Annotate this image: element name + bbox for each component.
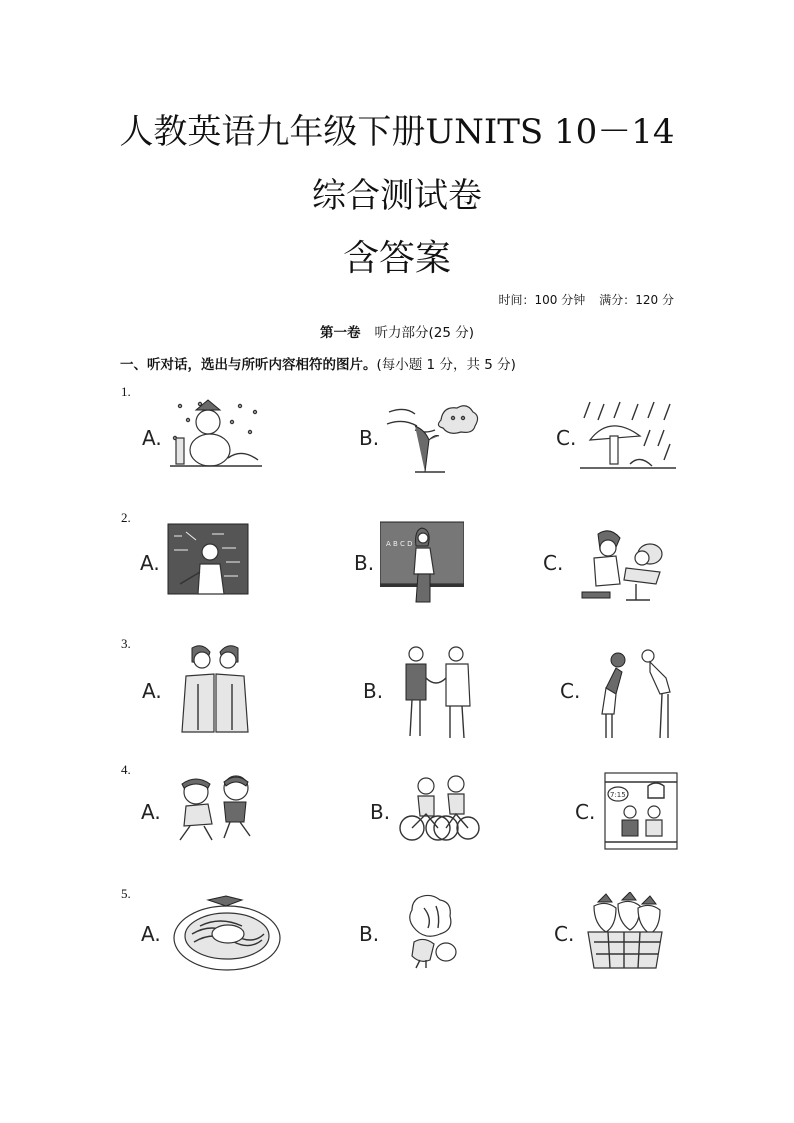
option-letter: B.	[354, 551, 375, 575]
option-letter: A.	[142, 426, 162, 450]
option-letter: C.	[543, 551, 564, 575]
exam-time: 时间：100 分钟	[498, 293, 586, 307]
option-letter: B.	[359, 426, 380, 450]
section-instruction: 一、听对话，选出与所听内容相符的图片。	[120, 357, 377, 373]
option-letter: A.	[141, 800, 161, 824]
option-letter: A.	[140, 551, 160, 575]
bowing-icon	[596, 648, 680, 742]
option-letter: C.	[560, 679, 581, 703]
svg-text:A B C D: A B C D	[386, 540, 413, 548]
part-name: 听力部分(25 分)	[374, 325, 474, 341]
page-title-line2: 综合测试卷	[312, 176, 482, 216]
part-heading	[0, 321, 794, 341]
cycling-kids-icon	[398, 774, 480, 842]
section-score-note: (每小题 1 分，共 5 分)	[376, 357, 516, 373]
question-number: 5.	[121, 886, 131, 901]
page-title-line3: 含答案	[342, 238, 451, 279]
question-number: 2.	[121, 510, 131, 525]
option-letter: A.	[141, 922, 161, 946]
question-number: 3.	[121, 636, 131, 651]
exam-score: 满分：120 分	[599, 293, 674, 307]
exam-meta	[499, 291, 674, 308]
option-letter: C.	[575, 800, 596, 824]
vegetables-icon	[404, 894, 460, 970]
question-number: 4.	[121, 762, 131, 777]
strawberry-basket-icon	[582, 892, 668, 972]
running-kids-icon	[172, 772, 262, 844]
snowman-icon	[170, 398, 262, 470]
rainy-mushroom-icon	[580, 400, 676, 472]
noodle-plate-icon	[172, 894, 282, 972]
option-letter: B.	[359, 922, 380, 946]
bus-kids-icon	[604, 772, 678, 850]
page-title-line1: 人教英语九年级下册UNITS 10－14	[119, 112, 675, 152]
option-letter: A.	[142, 679, 162, 703]
question-number: 1.	[121, 384, 131, 399]
option-letter: B.	[363, 679, 384, 703]
option-letter: B.	[370, 800, 391, 824]
handshake-icon	[400, 644, 474, 742]
dentist-icon	[580, 528, 666, 602]
math-teacher-icon	[166, 522, 252, 600]
windy-tree-icon	[385, 400, 481, 474]
kissing-greeting-icon	[180, 644, 250, 736]
english-teacher-icon	[380, 520, 464, 604]
option-letter: C.	[554, 922, 575, 946]
section-heading	[120, 353, 516, 373]
svg-text:7:15: 7:15	[610, 791, 626, 799]
option-letter: C.	[556, 426, 577, 450]
part-label: 第一卷	[319, 325, 361, 341]
